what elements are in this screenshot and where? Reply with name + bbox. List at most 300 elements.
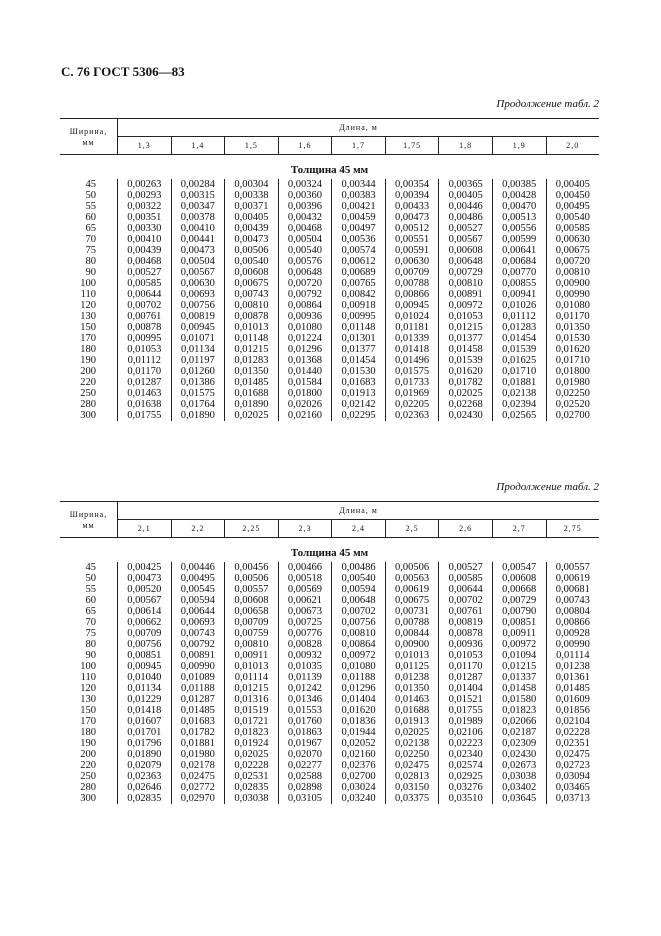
value-cell: 0,01620 xyxy=(448,366,483,377)
value-cell: 0,01463 xyxy=(127,388,162,399)
value-cell: 0,01350 xyxy=(395,683,430,694)
value-cell: 0,01989 xyxy=(448,716,483,727)
value-cell: 0,01755 xyxy=(448,705,483,716)
width-header-label: Ширина, xyxy=(69,126,108,136)
value-cell: 0,00405 xyxy=(234,212,269,223)
value-cell: 0,00995 xyxy=(127,333,162,344)
width-cell: 200 xyxy=(80,749,96,760)
value-cell: 0,01418 xyxy=(395,344,430,355)
value-cell: 0,03375 xyxy=(395,793,430,804)
value-cell: 0,01701 xyxy=(127,727,162,738)
value-cell: 0,00473 xyxy=(127,573,162,584)
value-column xyxy=(493,179,547,421)
value-cell: 0,00681 xyxy=(555,584,590,595)
value-cell: 0,01863 xyxy=(287,727,323,738)
value-cell: 0,00378 xyxy=(180,212,215,223)
value-cell: 0,01580 xyxy=(502,694,537,705)
value-cell: 0,01377 xyxy=(341,344,376,355)
value-cell: 0,01139 xyxy=(288,672,322,683)
value-cell: 0,01620 xyxy=(555,344,590,355)
value-cell: 0,02700 xyxy=(555,410,590,421)
width-cell: 150 xyxy=(80,322,96,333)
value-cell: 0,00662 xyxy=(127,617,162,628)
value-cell: 0,01683 xyxy=(180,716,215,727)
value-cell: 0,02079 xyxy=(127,760,162,771)
value-cell: 0,00702 xyxy=(127,300,162,311)
value-cell: 0,01188 xyxy=(341,672,376,683)
value-cell: 0,01485 xyxy=(234,377,269,388)
value-cell: 0,03510 xyxy=(448,793,483,804)
width-cell: 80 xyxy=(85,639,96,650)
value-cell: 0,00551 xyxy=(395,234,430,245)
value-cell: 0,00540 xyxy=(287,245,323,256)
value-cell: 0,01224 xyxy=(287,333,323,344)
width-cell: 90 xyxy=(85,267,96,278)
width-header xyxy=(60,119,117,154)
value-column xyxy=(439,562,493,804)
value-cell: 0,01607 xyxy=(127,716,162,727)
value-column xyxy=(225,562,279,804)
width-cell: 280 xyxy=(80,399,96,410)
value-cell: 0,01485 xyxy=(555,683,590,694)
value-cell: 0,01339 xyxy=(395,333,430,344)
value-cell: 0,01368 xyxy=(287,355,323,366)
value-cell: 0,00428 xyxy=(502,190,537,201)
value-cell: 0,01688 xyxy=(395,705,430,716)
value-cell: 0,00673 xyxy=(287,606,323,617)
width-cell: 300 xyxy=(80,793,96,804)
value-cell: 0,01980 xyxy=(180,749,215,760)
value-cell: 0,02160 xyxy=(341,749,376,760)
value-cell: 0,01053 xyxy=(127,344,162,355)
value-cell: 0,00351 xyxy=(127,212,162,223)
value-cell: 0,00495 xyxy=(180,573,215,584)
value-cell: 0,01575 xyxy=(395,366,430,377)
value-cell: 0,00497 xyxy=(341,223,376,234)
value-cell: 0,01485 xyxy=(180,705,215,716)
length-column-header: 2,6 xyxy=(438,520,492,537)
value-cell: 0,00567 xyxy=(180,267,215,278)
value-cell: 0,02430 xyxy=(448,410,483,421)
value-cell: 0,00658 xyxy=(234,606,269,617)
value-cell: 0,01458 xyxy=(502,683,537,694)
value-cell: 0,00315 xyxy=(180,190,215,201)
width-cell: 150 xyxy=(80,705,96,716)
value-cell: 0,02925 xyxy=(448,771,483,782)
value-cell: 0,00936 xyxy=(448,639,483,650)
value-cell: 0,00585 xyxy=(448,573,483,584)
width-cell: 220 xyxy=(80,377,96,388)
value-column xyxy=(225,179,279,421)
width-cell: 60 xyxy=(85,212,96,223)
value-cell: 0,01530 xyxy=(555,333,590,344)
value-cell: 0,00693 xyxy=(180,617,215,628)
value-cell: 0,01721 xyxy=(234,716,269,727)
value-column xyxy=(386,562,440,804)
value-cell: 0,00263 xyxy=(127,179,162,190)
value-cell: 0,01881 xyxy=(502,377,537,388)
value-cell: 0,01337 xyxy=(502,672,537,683)
value-cell: 0,01890 xyxy=(180,410,215,421)
value-cell: 0,01575 xyxy=(180,388,215,399)
value-cell: 0,00864 xyxy=(287,300,323,311)
value-cell: 0,00641 xyxy=(502,245,537,256)
value-cell: 0,02531 xyxy=(234,771,269,782)
thickness-section-label: Толщина 45 мм xyxy=(290,164,369,176)
value-cell: 0,02376 xyxy=(341,760,376,771)
value-cell: 0,02223 xyxy=(448,738,483,749)
value-cell: 0,02250 xyxy=(395,749,430,760)
value-column xyxy=(547,562,600,804)
value-cell: 0,01080 xyxy=(287,322,323,333)
value-cell: 0,01260 xyxy=(180,366,215,377)
width-cell: 180 xyxy=(80,727,96,738)
width-header-unit: мм xyxy=(82,520,95,530)
value-cell: 0,00421 xyxy=(341,201,376,212)
width-cell: 110 xyxy=(80,672,96,683)
value-cell: 0,02142 xyxy=(341,399,376,410)
volume-table-2 xyxy=(60,501,599,804)
length-column-header: 2,75 xyxy=(546,520,600,537)
value-cell: 0,01609 xyxy=(555,694,590,705)
length-column-header: 1,3 xyxy=(137,141,151,150)
value-cell: 0,02430 xyxy=(502,749,537,760)
value-column xyxy=(279,562,333,804)
value-cell: 0,02700 xyxy=(341,771,376,782)
value-cell: 0,01688 xyxy=(234,388,269,399)
value-cell: 0,01760 xyxy=(287,716,323,727)
thickness-section-label: Толщина 45 мм xyxy=(290,547,369,559)
value-cell: 0,00518 xyxy=(287,573,323,584)
value-cell: 0,01287 xyxy=(180,694,215,705)
value-cell: 0,01296 xyxy=(341,683,376,694)
value-cell: 0,00851 xyxy=(502,617,537,628)
value-cell: 0,00810 xyxy=(555,267,590,278)
value-cell: 0,00540 xyxy=(555,212,590,223)
value-cell: 0,00608 xyxy=(448,245,483,256)
value-cell: 0,03713 xyxy=(555,793,590,804)
value-cell: 0,01683 xyxy=(341,377,376,388)
value-cell: 0,00945 xyxy=(180,322,215,333)
value-cell: 0,01094 xyxy=(502,650,537,661)
value-cell: 0,01823 xyxy=(234,727,269,738)
length-column-header: 2,7 xyxy=(492,520,546,537)
width-cell: 170 xyxy=(80,716,96,727)
value-cell: 0,01890 xyxy=(127,749,162,760)
value-cell: 0,02835 xyxy=(234,782,269,793)
value-cell: 0,00844 xyxy=(395,628,430,639)
value-cell: 0,00709 xyxy=(234,617,269,628)
width-cell: 45 xyxy=(85,179,96,190)
value-cell: 0,00466 xyxy=(287,562,323,573)
value-cell: 0,00410 xyxy=(180,223,215,234)
width-cell: 280 xyxy=(80,782,96,793)
value-cell: 0,00365 xyxy=(448,179,483,190)
value-cell: 0,00619 xyxy=(395,584,430,595)
value-cell: 0,00648 xyxy=(341,595,376,606)
value-cell: 0,00557 xyxy=(234,584,269,595)
length-column-header: 1,8 xyxy=(438,137,492,154)
value-cell: 0,00556 xyxy=(502,223,537,234)
length-column-header: 2,25 xyxy=(224,520,278,537)
value-cell: 0,01800 xyxy=(555,366,590,377)
value-column xyxy=(439,179,493,421)
value-cell: 0,02394 xyxy=(502,399,537,410)
value-cell: 0,00304 xyxy=(234,179,269,190)
value-cell: 0,01361 xyxy=(555,672,590,683)
width-cell: 65 xyxy=(85,223,96,234)
width-cell: 90 xyxy=(85,650,96,661)
value-cell: 0,00668 xyxy=(502,584,537,595)
value-cell: 0,01350 xyxy=(555,322,590,333)
width-cell: 75 xyxy=(85,628,96,639)
length-column-header: 2,3 xyxy=(278,520,332,537)
value-cell: 0,00828 xyxy=(287,639,323,650)
value-cell: 0,00439 xyxy=(234,223,269,234)
value-cell: 0,02277 xyxy=(287,760,323,771)
value-cell: 0,01053 xyxy=(448,650,483,661)
value-cell: 0,00432 xyxy=(287,212,323,223)
value-cell: 0,00790 xyxy=(502,606,537,617)
value-cell: 0,00788 xyxy=(395,278,430,289)
value-cell: 0,00574 xyxy=(341,245,376,256)
value-cell: 0,00608 xyxy=(234,267,269,278)
value-cell: 0,01283 xyxy=(502,322,537,333)
value-cell: 0,00928 xyxy=(555,628,590,639)
width-cell: 170 xyxy=(80,333,96,344)
value-cell: 0,00792 xyxy=(180,639,215,650)
value-cell: 0,01112 xyxy=(502,311,536,322)
value-cell: 0,00851 xyxy=(127,650,162,661)
value-cell: 0,00619 xyxy=(555,573,590,584)
value-cell: 0,00945 xyxy=(395,300,430,311)
value-cell: 0,01215 xyxy=(234,683,269,694)
value-cell: 0,00608 xyxy=(234,595,269,606)
value-cell: 0,02340 xyxy=(448,749,483,760)
value-cell: 0,00410 xyxy=(127,234,162,245)
value-cell: 0,00612 xyxy=(341,256,376,267)
value-cell: 0,00594 xyxy=(341,584,376,595)
value-cell: 0,02475 xyxy=(180,771,215,782)
value-cell: 0,00810 xyxy=(341,628,376,639)
value-cell: 0,01463 xyxy=(395,694,430,705)
value-cell: 0,02813 xyxy=(395,771,430,782)
value-cell: 0,01539 xyxy=(502,344,537,355)
value-cell: 0,01980 xyxy=(555,377,590,388)
width-cell: 120 xyxy=(80,683,96,694)
value-cell: 0,03094 xyxy=(555,771,590,782)
value-cell: 0,00293 xyxy=(127,190,162,201)
value-cell: 0,00446 xyxy=(448,201,483,212)
value-cell: 0,00394 xyxy=(395,190,430,201)
value-cell: 0,00585 xyxy=(555,223,590,234)
value-cell: 0,02295 xyxy=(341,410,376,421)
width-cell: 70 xyxy=(85,617,96,628)
value-cell: 0,01026 xyxy=(502,300,537,311)
value-cell: 0,02228 xyxy=(234,760,269,771)
width-cell: 300 xyxy=(80,410,96,421)
value-cell: 0,01089 xyxy=(180,672,215,683)
value-cell: 0,02520 xyxy=(555,399,590,410)
value-cell: 0,00900 xyxy=(395,639,430,650)
page-header: С. 76 ГОСТ 5306—83 xyxy=(61,64,185,79)
value-cell: 0,00756 xyxy=(180,300,215,311)
length-column-header: 2,4 xyxy=(331,520,385,537)
width-cell: 65 xyxy=(85,606,96,617)
value-cell: 0,01114 xyxy=(234,672,269,683)
value-cell: 0,00810 xyxy=(234,639,269,650)
value-cell: 0,01836 xyxy=(341,716,376,727)
value-cell: 0,00405 xyxy=(555,179,590,190)
width-header-label: Ширина, xyxy=(69,509,108,519)
value-cell: 0,00788 xyxy=(395,617,430,628)
value-cell: 0,01170 xyxy=(448,661,483,672)
width-cell: 100 xyxy=(80,278,96,289)
value-cell: 0,02574 xyxy=(448,760,483,771)
value-cell: 0,02025 xyxy=(234,410,269,421)
value-cell: 0,03276 xyxy=(448,782,483,793)
value-cell: 0,01080 xyxy=(341,661,376,672)
value-cell: 0,03150 xyxy=(395,782,430,793)
value-cell: 0,01890 xyxy=(234,399,269,410)
value-cell: 0,00644 xyxy=(180,606,215,617)
value-cell: 0,01553 xyxy=(287,705,323,716)
value-cell: 0,00545 xyxy=(180,584,215,595)
value-cell: 0,01040 xyxy=(127,672,162,683)
value-cell: 0,01112 xyxy=(127,355,161,366)
value-cell: 0,01944 xyxy=(341,727,376,738)
length-column-header: 2,1 xyxy=(137,524,151,533)
value-cell: 0,03105 xyxy=(287,793,323,804)
value-cell: 0,00684 xyxy=(502,256,537,267)
value-cell: 0,00591 xyxy=(395,245,430,256)
value-cell: 0,00527 xyxy=(127,267,162,278)
value-cell: 0,00770 xyxy=(502,267,537,278)
value-cell: 0,00776 xyxy=(287,628,323,639)
value-cell: 0,00504 xyxy=(180,256,215,267)
value-column xyxy=(332,562,386,804)
value-cell: 0,01377 xyxy=(448,333,483,344)
value-cell: 0,00720 xyxy=(555,256,590,267)
value-cell: 0,02025 xyxy=(395,727,430,738)
value-cell: 0,01242 xyxy=(287,683,323,694)
value-cell: 0,01215 xyxy=(502,661,537,672)
value-cell: 0,01013 xyxy=(234,661,269,672)
value-cell: 0,02268 xyxy=(448,399,483,410)
value-column xyxy=(279,179,333,421)
value-cell: 0,01386 xyxy=(180,377,215,388)
value-cell: 0,00810 xyxy=(234,300,269,311)
value-cell: 0,02772 xyxy=(180,782,215,793)
value-cell: 0,01638 xyxy=(127,399,162,410)
width-cell: 130 xyxy=(80,694,96,705)
width-cell: 100 xyxy=(80,661,96,672)
value-cell: 0,00630 xyxy=(555,234,590,245)
value-cell: 0,01404 xyxy=(448,683,483,694)
value-cell: 0,00621 xyxy=(287,595,323,606)
value-cell: 0,00810 xyxy=(448,278,483,289)
table-header xyxy=(60,501,599,538)
value-cell: 0,01823 xyxy=(502,705,537,716)
value-column xyxy=(332,179,386,421)
value-cell: 0,01881 xyxy=(180,738,215,749)
value-cell: 0,01519 xyxy=(234,705,269,716)
value-cell: 0,00702 xyxy=(341,606,376,617)
value-cell: 0,00702 xyxy=(448,595,483,606)
value-cell: 0,00725 xyxy=(287,617,323,628)
value-cell: 0,00383 xyxy=(341,190,376,201)
value-cell: 0,00385 xyxy=(502,179,537,190)
value-cell: 0,00338 xyxy=(234,190,269,201)
value-cell: 0,01440 xyxy=(287,366,323,377)
value-cell: 0,01283 xyxy=(234,355,269,366)
value-cell: 0,01287 xyxy=(448,672,483,683)
value-cell: 0,00819 xyxy=(180,311,215,322)
table-header xyxy=(60,118,599,155)
value-cell: 0,00608 xyxy=(502,573,537,584)
value-cell: 0,00284 xyxy=(180,179,215,190)
width-cell: 70 xyxy=(85,234,96,245)
value-cell: 0,00675 xyxy=(234,278,269,289)
value-cell: 0,00891 xyxy=(448,289,483,300)
width-cell: 50 xyxy=(85,190,96,201)
value-cell: 0,00486 xyxy=(448,212,483,223)
value-cell: 0,00932 xyxy=(287,650,323,661)
value-cell: 0,00756 xyxy=(127,639,162,650)
value-cell: 0,00456 xyxy=(234,562,269,573)
value-cell: 0,00990 xyxy=(555,289,590,300)
value-cell: 0,01238 xyxy=(555,661,590,672)
width-cell: 250 xyxy=(80,388,96,399)
value-cell: 0,01053 xyxy=(448,311,483,322)
value-cell: 0,01782 xyxy=(180,727,215,738)
value-cell: 0,01013 xyxy=(234,322,269,333)
value-cell: 0,01710 xyxy=(555,355,590,366)
width-cell: 110 xyxy=(80,289,96,300)
value-cell: 0,00527 xyxy=(448,223,483,234)
width-cell: 75 xyxy=(85,245,96,256)
value-cell: 0,01924 xyxy=(234,738,269,749)
width-column xyxy=(60,562,118,804)
value-cell: 0,00459 xyxy=(341,212,376,223)
value-cell: 0,00450 xyxy=(555,190,590,201)
length-column-header: 1,7 xyxy=(331,137,385,154)
value-cell: 0,01197 xyxy=(180,355,215,366)
value-cell: 0,00614 xyxy=(127,606,162,617)
value-cell: 0,03240 xyxy=(341,793,376,804)
value-cell: 0,00731 xyxy=(395,606,430,617)
value-cell: 0,00322 xyxy=(127,201,162,212)
value-cell: 0,00441 xyxy=(180,234,215,245)
value-cell: 0,01229 xyxy=(127,694,162,705)
value-cell: 0,01764 xyxy=(180,399,215,410)
value-cell: 0,01418 xyxy=(127,705,162,716)
value-cell: 0,00729 xyxy=(448,267,483,278)
value-column xyxy=(493,562,547,804)
value-cell: 0,01170 xyxy=(555,311,590,322)
value-cell: 0,00473 xyxy=(395,212,430,223)
length-column-header: 1,75 xyxy=(385,137,439,154)
value-column xyxy=(172,562,226,804)
value-cell: 0,00761 xyxy=(448,606,483,617)
value-cell: 0,02066 xyxy=(502,716,537,727)
value-cell: 0,00512 xyxy=(395,223,430,234)
length-column-header: 1,5 xyxy=(224,137,278,154)
value-cell: 0,02363 xyxy=(127,771,162,782)
length-header: Длина, м xyxy=(118,502,599,520)
value-cell: 0,00842 xyxy=(341,289,376,300)
length-column-header: 2,2 xyxy=(171,520,225,537)
